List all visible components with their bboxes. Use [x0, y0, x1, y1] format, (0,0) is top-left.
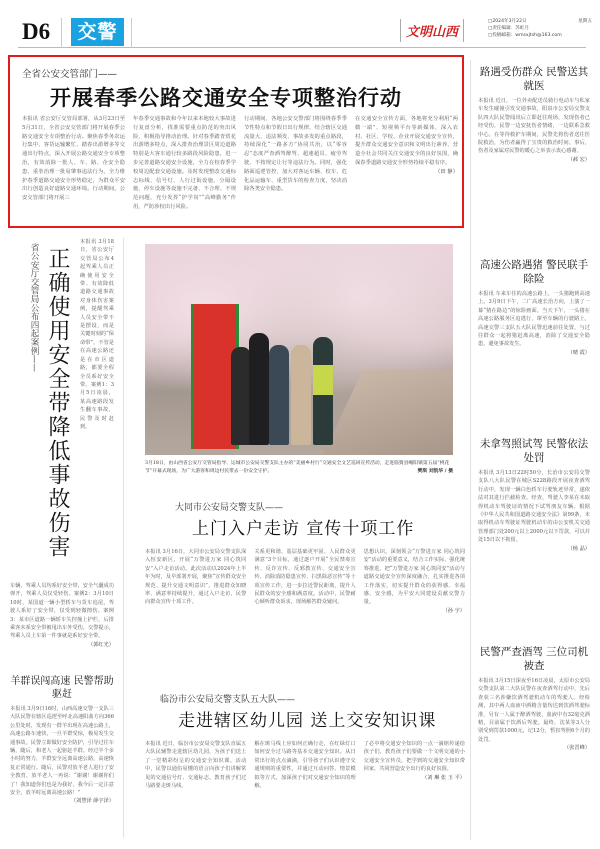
brief-article — [478, 65, 590, 267]
photo-person — [269, 345, 289, 445]
article-column — [364, 740, 465, 840]
lead-sign: （田 静） — [435, 168, 458, 175]
brief-sign: （郝 宏） — [567, 156, 590, 163]
lead-column: 年春季交通事故和今年以来本地较大事故进行复盘分析，找准需要重点防范的突出风险，积极指导推动治理。针对春季踏青赏花出游增多特点，深入排查治理景区周边道路特别是大客车通行较多路段风险隐患，进一步完善道路交通安全设施，全力在校春季学校周边配套交通设施。及时发现整改交通标志标线、信号灯、人行过街设施、分隔设施、停车设施等设施不完备、不合理、不规范问题，充分发挥“护学岗”“高峰勤务”作用，严防涉校出行风险。 — [133, 116, 236, 210]
brief-headline[interactable]: 民警严查酒驾 三位司机被查 — [479, 646, 589, 672]
brief-sign: （张晋峰） — [564, 745, 590, 752]
sheep-article-headline[interactable]: 羊群误闯高速 民警帮助驱赶 — [10, 676, 114, 700]
news-photo[interactable] — [145, 244, 453, 455]
photo-caption — [145, 460, 453, 475]
divider — [131, 18, 132, 48]
lead-column-text: 在交通安全宣传方面，各地将充分利用“两微一端”、短视频平台等新媒体，深入农村、社区、学校、企业开展交通安全宣传，提升群众交通安全意识和文明出行素养，营造全社会共同关注交通安全的良好氛围，确保春季道路交通安全形势持续平稳有序。 — [355, 116, 458, 166]
issue-meta — [488, 18, 598, 39]
section-tag[interactable]: 交警 — [71, 18, 124, 46]
column-divider — [123, 238, 124, 838]
brief-headline[interactable]: 路遇受伤群众 民警送其就医 — [479, 66, 589, 92]
photo-person — [291, 345, 311, 445]
lead-headline[interactable]: 开展春季公路交通安全专项整治行动 — [50, 86, 402, 110]
brief-text: 本报讯 3月15日深夜至16日凌晨，太原市公安局交警支队第二大队民警在夜查酒驾行动中，先后查获三名涉嫌饮酒驾驶机动车的驾驶人。经检测，其中两人血液中酒精含量均达到饮酒驾驶标准，另有一人属于醉酒驾驶，血液中有32毫克酒精，目前属于饮酒后驾驶。最终，沈某等3人分别受到罚款1000元，记12分，暂扣驾照6个月的处罚。 — [478, 678, 590, 743]
brief-body — [478, 97, 590, 267]
editor: □责任编辑：苏虹月 — [488, 26, 530, 31]
issue-date: □2024年3月22日 — [488, 19, 527, 24]
article-column-text: 了必中将交通安全知识的一点一滴铭传递给孩子们，教育孩子们要做一个文明交通的小交通安全宣传员，把学到的交通安全知识带回家，共同营造安全出行的良好氛围。 — [363, 741, 465, 773]
article-column: 关系更和谐、基层基础更牢固、人民群众更满意”3个目标，通过逐户开展“全民禁毒宣传、反诈宣传、反邪教宣传、交通安全宣传、消除消防隐患宣传、扫黑除恶宣传”等十项宣传工作，进一步拉近警民距离，提升人民群众的安全感和满意度。活动中，民警耐心倾听群众诉求，现场解答群众疑问。 — [254, 549, 356, 606]
linfen-article-headline[interactable]: 走进辖区幼儿园 送上交安知识课 — [178, 711, 437, 731]
photo-person — [231, 347, 251, 445]
submission-email[interactable]: □投稿邮箱：wmsxjtsh@163.com — [488, 33, 562, 38]
brief-text: 本报讯 3月13日22时50分，长治市公安局交警支队八大队民警在城区S228路段开展夜查酒驾行动中，发现一辆白色轿车行驶轨迹异常，遂依法对其进行拦截检查。经查，驾驶人李某在未取得机动车驾驶证的情况下试驾朋友车辆。根据《中华人民共和国道路交通安全法》第99条，未取得机动车驾驶证驾驶机动车的由公安机关交通管理部门处200元以上2000元以下罚款，可以并处15日以下拘留。 — [478, 470, 590, 544]
brief-body — [478, 677, 590, 847]
vertical-article-sign: （郭红光） — [88, 641, 114, 648]
lead-column — [355, 115, 458, 221]
issue-weekday: 星期五 — [578, 19, 592, 24]
brief-sign: （晴 霞） — [567, 349, 590, 356]
brief-headline[interactable]: 未拿驾照试驾 民警依法处罚 — [479, 438, 589, 464]
vertical-article-kicker: 省公安厅交管局公布四起案例—— — [29, 243, 39, 372]
brief-text: 本报讯 车来车往的高速公路上，一头猪跑到高速上。3月9日下午，二广高速长治方向，上演了一幕“猪在路边”的惊险画面。当天下午，一头猪在高速公路服务区追逃行，窜至车辆的行驶路上，高速交警三支队五大队民警迅速前往处置，与过往群众一起将猪赶离高速，消除了交通安全隐患，避免事故发生。 — [478, 291, 590, 348]
sheep-article-text: 本报讯 3月9日16时，山西高速交警一支队三大队民警在辖区巡逻至呼北高速阳曲方向366公里处时，发现有一群羊出现在高速公路上，高速公路车速快，一旦羊群受惊，极易发生交通事故。民警立即做好安全防护，引导过往车辆，随后，和老人一起驱赶羊群。经过半个多小时的努力，羊群安全远离高速公路，高速恢复正常通行。随后，民警对放羊老人进行了安全教育，放羊老人一再说：“谢谢！谢谢你们了！我知道你们也是为我好，我今后一定注意安全，放羊时远离高速公路！” — [10, 706, 114, 797]
lead-column: 本报讯 省公安厅交管局部署，从3月23日至5月31日，全省公安交管部门将开展春季公路交通安全专项整治行动。聚焦春季务农运行集中、客货运输繁忙、踏春出游增多等交通出行特点，深入开展公路交通安全专项整治，有效消除一批人、车、路、企安全隐患，重拳治理一批易肇事违法行为，全力维护春季道路交通安全形势稳定，为群众平安出行创造良好道路交通环境。行动期间，公安交管部门将开展三 — [22, 116, 125, 202]
photo-person — [249, 333, 269, 445]
brief-body — [478, 290, 590, 400]
newspaper-logo: 文明山西 — [400, 19, 464, 42]
sheep-article-sign: （刘慧泽 薛宇泽） — [70, 798, 114, 805]
lead-body — [22, 115, 458, 221]
divider — [61, 18, 62, 48]
linfen-article-body — [145, 740, 465, 840]
linfen-article-sign: （刘 琳 张 玉 平） — [422, 774, 465, 781]
caption-text: 3月18日，由山西省公安厅交管局指导、运城市公安局交警支队主办的“美丽乡村行”交通安全文艺巡回宣传活动，走进临猗县嵋阳镇第五届“桃花节”开幕式现场，为广大游客和周边村民带去一份安全守护。 — [145, 461, 450, 474]
brief-body — [478, 469, 590, 654]
brief-article — [478, 258, 590, 400]
article-column: 本报讯 近日，临汾市公安局交警支队直属五大队民辅警走进辖区幼儿园，为孩子们送上了一堂精彩纷呈的交通安全知识课。活动中，民警以通俗易懂的语言向孩子们讲解常见的交通信号灯、交通标志，教育孩子们过马路要走斑马线、 — [145, 741, 247, 790]
brief-text: 本报讯 近日，一位外卖配送员骑行电动车与私家车发生碰撞引发交通事故，阳泉市公安局交警支队四大队民警闻讯后立即赶往现场，发现伤者已经受伤，民警一边安抚伤者情绪，一边联系急救中心。在等待救护车期间，民警先将伤者送往医院救治，为伤者赢得了宝贵的救治时间。事后，伤者及家属对民警的暖心之举表示衷心感谢。 — [478, 98, 590, 155]
brief-article — [478, 437, 590, 654]
article-column — [364, 548, 465, 678]
datong-article-body — [145, 548, 465, 678]
photo-walkway — [323, 370, 453, 455]
datong-article-headline[interactable]: 上门入户走访 宣传十项工作 — [192, 519, 415, 539]
lead-column: 行动期间，各地公安交警部门将围绕春季季节性特点和节假日出行规律，结合辖区交通流量大、违法频发、事故多发的重点路段，持续深化“一路多方”协同共治，以“零容忍”态度严查酒驾醉驾、超速超员、疲劳驾驶、不按规定让行等违法行为。同时，强化路面巡逻管控，加大对客运车辆、校车、危化品运输车、重型货车的检查力度，坚决消除各类安全隐患。 — [244, 116, 347, 193]
vertical-article-text: 车辆，驾乘人员均系好安全带，安全气囊成功弹开，驾乘人员仅受轻伤。案例2：3月10日10时，某国道一辆小型轿车与货车追尾，驾驶人系好了安全带，仅受到轻微擦伤。案例3：某市区道路一辆轿车失控撞上护栏，后排乘客未系安全带被甩出车外受伤。交警提示，驾乘人员上车第一件事就是系好安全带。 — [10, 583, 114, 640]
vertical-article-body: 本报讯 3月18日，省公安厅交管局公布4起驾乘人员正确使用安全带、有效降低道路交通事故对身体伤害案例，提醒驾乘人员安全带不是摆设，而是关键时刻的“保命带”。不管是在高速公路还是在市区道路，都要全程全员系好安全带。案例1：3月5日凌晨，某高速路段发生翻车事故，民警及时赶到。 — [80, 239, 114, 430]
vertical-article-headline[interactable]: 正确使用安全带降低事故伤害 — [45, 247, 70, 559]
brief-article — [478, 645, 590, 847]
column-divider — [470, 60, 471, 840]
brief-headline[interactable]: 高速公路遇猪 警民联手除险 — [479, 259, 589, 285]
sheep-article-body — [10, 705, 114, 835]
photo-credit: 樊琪 刘凯华 / 摄 — [417, 467, 453, 474]
masthead — [18, 16, 592, 48]
article-column: 本报讯 3月16日，大同市公安局交警支队深入恒安新区，开展“万警进万家 同心筑同安”入户走访活动。此次活动以2024年上半年为时，及早部署开展，聚焦“宣传群众安全规范、提升交通文明意识”，推进群众知晓率、满意率持续提升，通过入户走访，民警向群众宣传十项工作。 — [145, 549, 247, 606]
linfen-article-kicker: 临汾市公安局交警支队五大队—— — [160, 695, 296, 705]
photo-reflective-vest — [313, 365, 333, 395]
article-column-text: 思想认识。深刻领会“万警进万家 同心筑同安”活动的重要意义，结合工作实际，强化统筹推进，把“万警进万家 同心筑同安”活动与道路交通安全宣传深度融合，扎实推进各项工作落实，切实提升群众的获得感、幸福感、安全感，为平安大同建设贡献交警力量。 — [363, 549, 465, 606]
datong-article-kicker: 大同市公安局交警支队—— — [175, 503, 284, 513]
page-number: D6 — [22, 19, 51, 44]
vertical-article-body-continued — [10, 582, 114, 660]
article-column: 解在斑马线上应如何正确行走，在红绿灯口如何安全过马路等基本交通安全知识。从日常出行的点点滴滴，引导孩子们认识遵守交通规则的重要性，并通过互动问答、情景模拟等方式，加深孩子们对交通安全知识的理解。 — [254, 741, 356, 790]
lead-article — [8, 55, 464, 228]
lead-kicker: 全省公安交管部门—— — [22, 69, 118, 80]
datong-article-sign: （孙 宇） — [442, 607, 465, 614]
brief-sign: （杨 晶） — [567, 545, 590, 552]
